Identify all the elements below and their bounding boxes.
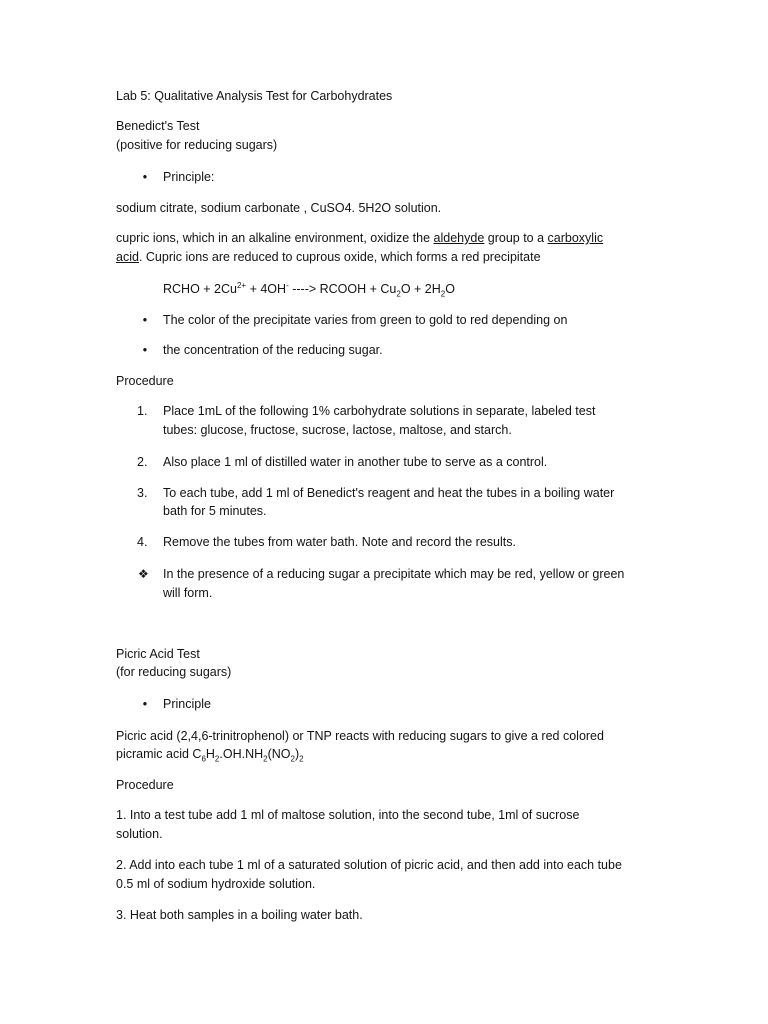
step-3-line2: bath for 5 minutes. [163, 504, 267, 518]
step-number: 2. [137, 455, 148, 469]
benedict-subheading: (positive for reducing sugars) [116, 138, 278, 152]
benedict-bullet-concentration: the concentration of the reducing sugar. [163, 343, 383, 357]
benedict-principle-label: Principle: [163, 170, 215, 184]
benedict-bullet-color: The color of the precipitate varies from green to gold to red depending on [163, 313, 568, 327]
picric-subheading: (for reducing sugars) [116, 665, 232, 679]
step-number: 3. [137, 486, 148, 500]
diamond-bullet-icon: ❖ [138, 567, 149, 581]
step-1-line1: Place 1mL of the following 1% carbohydrate solutions in separate, labeled test [163, 404, 596, 418]
carboxylic-link[interactable]: carboxylic [547, 231, 604, 245]
step-1-line2: tubes: glucose, fructose, sucrose, lactose, maltose, and starch. [163, 423, 512, 437]
acid-link[interactable]: acid [116, 250, 139, 264]
picric-step1-line1: 1. Into a test tube add 1 ml of maltose solution, into the second tube, 1ml of sucrose [116, 808, 580, 822]
benedict-heading: Benedict's Test [116, 119, 200, 133]
picric-step2-line1: 2. Add into each tube 1 ml of a saturated solution of picric acid, and then add into each tube [116, 858, 622, 872]
step-number: 1. [137, 404, 148, 418]
picric-step1-line2: solution. [116, 827, 163, 841]
note-line1: In the presence of a reducing sugar a precipitate which may be red, yellow or green [163, 567, 625, 581]
picric-principle-label: Principle [163, 697, 211, 711]
aldehyde-link[interactable]: aldehyde [433, 231, 485, 245]
picric-formula: picramic acid $C_6H_2.OH.NH_2(NO_2)_2$ [116, 747, 304, 764]
picric-procedure-heading: Procedure [116, 778, 174, 792]
picric-step2-line2: 0.5 ml of sodium hydroxide solution. [116, 877, 316, 891]
picric-step3: 3. Heat both samples in a boiling water bath. [116, 908, 363, 922]
picric-paragraph-line1: Picric acid (2,4,6-trinitrophenol) or TNP reacts with reducing sugars to give a red colored [116, 729, 604, 743]
step-number: 4. [137, 535, 148, 549]
bullet-icon: • [142, 313, 148, 327]
bullet-icon: • [142, 697, 148, 711]
note-line2: will form. [163, 586, 213, 600]
step-3-line1: To each tube, add 1 ml of Benedict's reagent and heat the tubes in a boiling water [163, 486, 615, 500]
step-4-line1: Remove the tubes from water bath. Note and record the results. [163, 535, 516, 549]
bullet-icon: • [142, 343, 148, 357]
benedict-paragraph-line2: acid. Cupric ions are reduced to cuprous oxide, which forms a red precipitate [116, 250, 541, 264]
benedict-reagents: sodium citrate, sodium carbonate , CuSO4. 5H2O solution. [116, 201, 442, 215]
benedict-procedure-heading: Procedure [116, 374, 174, 388]
benedict-paragraph-line1: cupric ions, which in an alkaline environment, oxidize the aldehyde group to a carboxylic [116, 231, 604, 245]
benedict-equation: RCHO + $2Cu^{2+} + 4OH^-$ ----> RCOOH + $Cu_2O + 2H_2O$ [163, 280, 455, 299]
bullet-icon: • [142, 170, 148, 184]
picric-heading: Picric Acid Test [116, 647, 200, 661]
page-title: Lab 5: Qualitative Analysis Test for Carbohydrates [116, 89, 393, 103]
step-2-line1: Also place 1 ml of distilled water in another tube to serve as a control. [163, 455, 548, 469]
